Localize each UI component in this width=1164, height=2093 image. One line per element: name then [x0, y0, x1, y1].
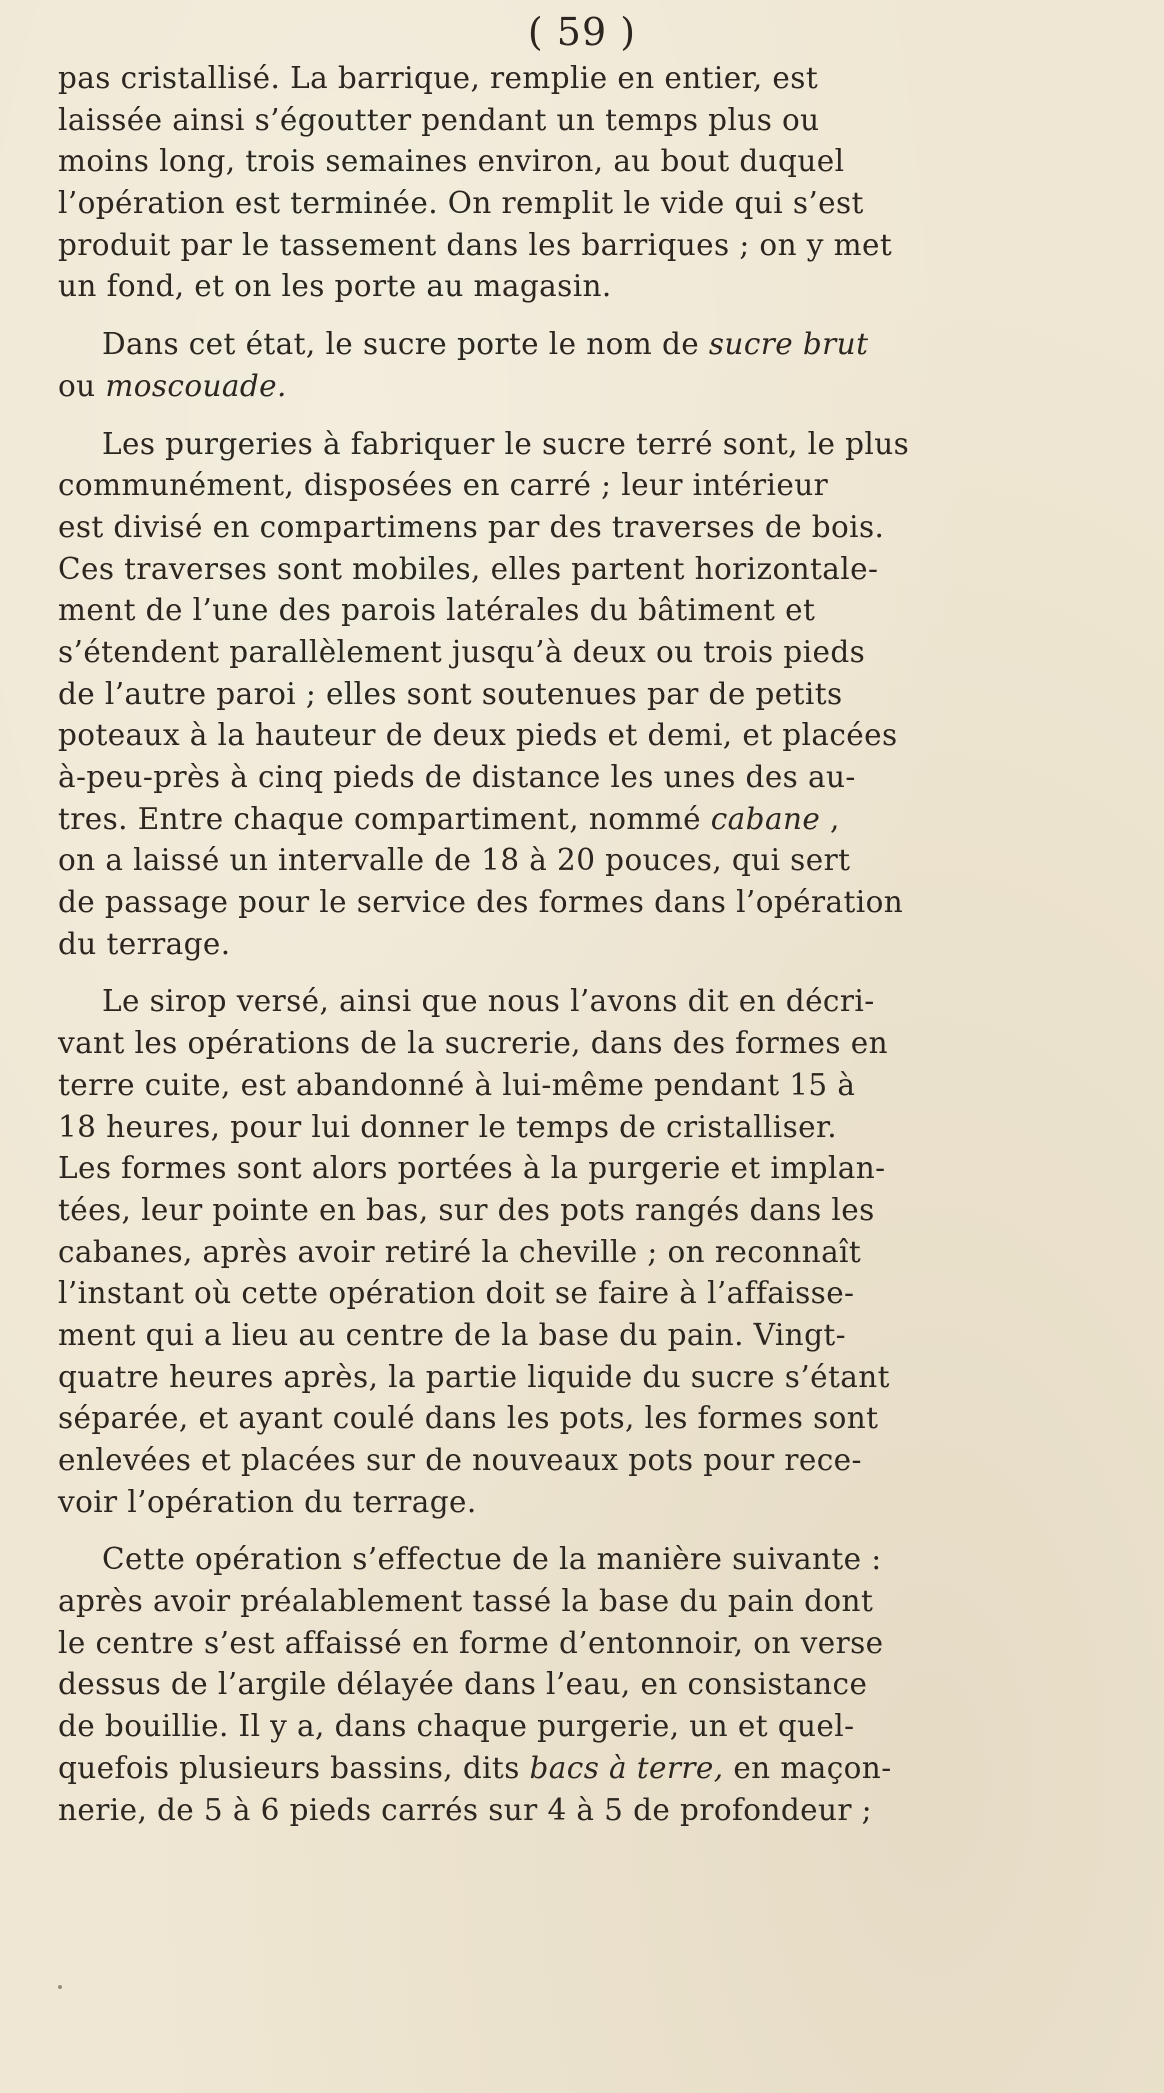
text-line: à-peu-près à cinq pieds de distance les unes des au-: [58, 760, 856, 794]
text-line: on a laissé un intervalle de 18 à 20 pouces, qui sert: [58, 843, 851, 878]
text-line: quefois plusieurs bassins, dits bacs à terre, en maçon-: [58, 1750, 892, 1785]
text-line: Dans cet état, le sucre porte le nom de sucre brut: [102, 327, 869, 362]
text-line: tées, leur pointe en bas, sur des pots rangés dans les: [58, 1192, 875, 1227]
text-line: ou moscouade.: [58, 368, 287, 403]
text-line: voir l’opération du terrage.: [58, 1484, 477, 1519]
text-line: Les formes sont alors portées à la purgerie et implan-: [58, 1151, 886, 1186]
text-line: l’instant où cette opération doit se faire à l’affaisse-: [58, 1276, 855, 1311]
paragraph: [58, 981, 1038, 1523]
text-line: est divisé en compartimens par des traverses de bois.: [58, 509, 885, 544]
text-line: Le sirop versé, ainsi que nous l’avons dit en décri-: [102, 984, 875, 1019]
text-line: du terrage.: [58, 926, 231, 961]
page-number: ( 59 ): [527, 10, 637, 54]
text-line: produit par le tassement dans les barriques ; on y met: [58, 227, 893, 262]
text-line: s’étendent parallèlement jusqu’à deux ou trois pieds: [58, 634, 866, 669]
text-line: enlevées et placées sur de nouveaux pots pour rece-: [58, 1443, 862, 1477]
text-line: Cette opération s’effectue de la manière suivante :: [102, 1542, 882, 1577]
ink-speck: [58, 1985, 62, 1989]
paragraph: [58, 424, 1038, 966]
text-line: après avoir préalablement tassé la base du pain dont: [58, 1584, 874, 1619]
text-line: de passage pour le service des formes dans l’opération: [58, 885, 904, 920]
text-line: le centre s’est affaissé en forme d’entonnoir, on verse: [58, 1625, 884, 1660]
text-line: communément, disposées en carré ; leur intérieur: [58, 468, 829, 503]
text-line: pas cristallisé. La barrique, remplie en entier, est: [58, 61, 819, 95]
text-line: moins long, trois semaines environ, au bout duquel: [58, 144, 845, 179]
text-line: de bouillie. Il y a, dans chaque purgerie, un et quel-: [58, 1709, 855, 1744]
text-line: de l’autre paroi ; elles sont soutenues par de petits: [58, 676, 843, 711]
text-line: Les purgeries à fabriquer le sucre terré sont, le plus: [102, 426, 910, 461]
text-line: cabanes, après avoir retiré la cheville ; on reconnaît: [58, 1234, 862, 1269]
page-body: [58, 58, 1038, 1847]
text-line: l’opération est terminée. On remplit le vide qui s’est: [58, 186, 864, 221]
text-line: Ces traverses sont mobiles, elles partent horizontale-: [58, 551, 879, 586]
paragraph: [58, 58, 1038, 308]
text-line: tres. Entre chaque compartiment, nommé cabane ,: [58, 801, 840, 836]
text-line: dessus de l’argile délayée dans l’eau, en consistance: [58, 1667, 868, 1702]
text-line: un fond, et on les porte au magasin.: [58, 269, 612, 304]
text-line: ment de l’une des parois latérales du bâtiment et: [58, 593, 816, 628]
paragraph: [58, 1539, 1038, 1831]
text-line: laissée ainsi s’égoutter pendant un temps plus ou: [58, 102, 820, 137]
text-line: vant les opérations de la sucrerie, dans des formes en: [58, 1026, 888, 1061]
text-line: 18 heures, pour lui donner le temps de cristalliser.: [58, 1109, 838, 1144]
text-line: ment qui a lieu au centre de la base du pain. Vingt-: [58, 1317, 846, 1352]
paragraph: [58, 324, 1038, 407]
text-line: nerie, de 5 à 6 pieds carrés sur 4 à 5 de profondeur ;: [58, 1792, 873, 1827]
text-line: séparée, et ayant coulé dans les pots, les formes sont: [58, 1401, 879, 1436]
text-line: poteaux à la hauteur de deux pieds et demi, et placées: [58, 718, 898, 753]
text-line: quatre heures après, la partie liquide du sucre s’étant: [58, 1359, 890, 1394]
text-line: terre cuite, est abandonné à lui-même pendant 15 à: [58, 1067, 856, 1102]
